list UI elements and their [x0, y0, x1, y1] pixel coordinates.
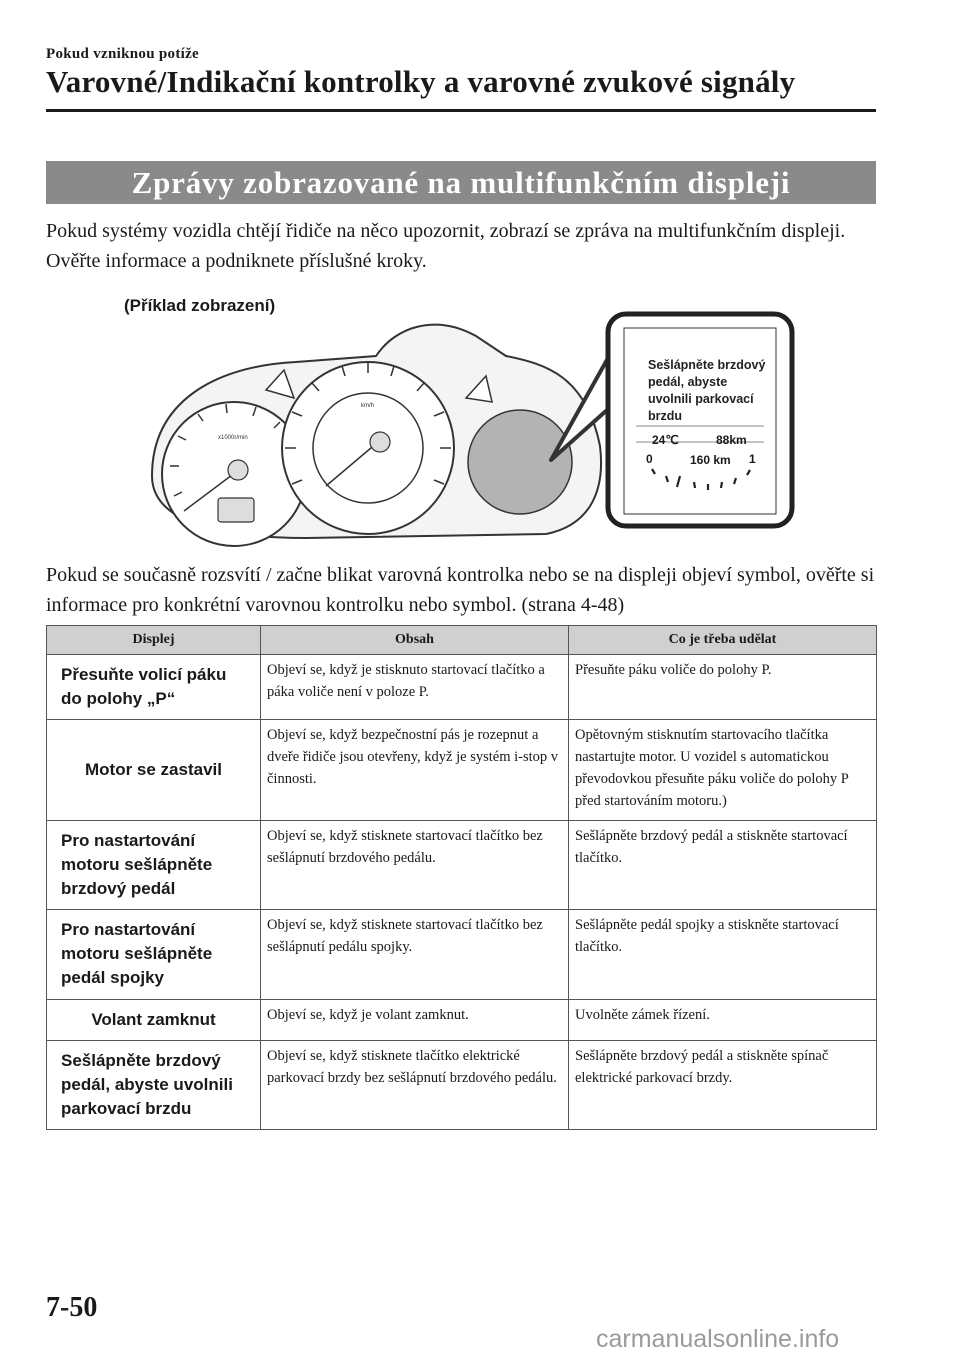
content-cell: Objeví se, když bezpečnostní pás je rozepnut a dveře řidiče jsou otevřeny, když je systém i-stop v činnosti. [261, 720, 569, 821]
display-odometer: 160 km [690, 453, 731, 467]
table-row [47, 1041, 877, 1130]
display-range: 88km [716, 433, 747, 447]
action-cell: Přesuňte páku voliče do polohy P. [569, 655, 877, 720]
action-cell: Sešlápněte brzdový pedál a stiskněte spínač elektrické parkovací brzdy. [569, 1041, 877, 1130]
content-cell: Objeví se, když stisknete startovací tlačítko bez sešlápnutí pedálu spojky. [261, 910, 569, 1000]
message-table [46, 625, 877, 1130]
section-label: Pokud vzniknou potíže [46, 46, 200, 62]
display-temperature: 24℃ [652, 433, 679, 447]
display-message-cell: Pro nastartování motoru sešlápněte brzdový pedál [47, 821, 261, 910]
column-header-action: Co je třeba udělat [569, 626, 877, 655]
display-message-cell: Pro nastartování motoru sešlápněte pedál spojky [47, 910, 261, 1000]
content-cell: Objeví se, když stisknete startovací tlačítko bez sešlápnutí brzdového pedálu. [261, 821, 569, 910]
action-cell: Uvolněte zámek řízení. [569, 1000, 877, 1041]
speed-unit-label: km/h [361, 403, 375, 409]
display-message-cell: Volant zamknut [47, 1000, 261, 1041]
page-number: 7-50 [46, 1292, 98, 1323]
table-row [47, 1000, 877, 1041]
table-row [47, 910, 877, 1000]
table-row [47, 720, 877, 821]
gear-indicator [218, 498, 254, 522]
chapter-title: Varovné/Indikační kontrolky a varovné zvukové signály [46, 64, 796, 99]
content-cell: Objeví se, když je volant zamknut. [261, 1000, 569, 1041]
content-cell: Objeví se, když je stisknuto startovací tlačítko a páka voliče není v poloze P. [261, 655, 569, 720]
multifunction-display [468, 410, 572, 514]
reference-paragraph: Pokud se současně rozsvítí / začne blikat varovná kontrolka nebo se na displeji objeví symbol, ověřte si informace pro konkrétní varovnou kontrolku nebo symbol. (strana 4-48) [46, 564, 875, 616]
section-banner: Zprávy zobrazované na multifunkčním displeji [46, 161, 876, 204]
action-cell: Sešlápněte brzdový pedál a stiskněte startovací tlačítko. [569, 821, 877, 910]
fuel-max-label: 1 [749, 452, 756, 466]
column-header-display: Displej [47, 626, 261, 655]
table-row [47, 821, 877, 910]
chapter-rule [46, 109, 876, 112]
column-header-content: Obsah [261, 626, 569, 655]
display-message-cell: Sešlápněte brzdový pedál, abyste uvolnili parkovací brzdu [47, 1041, 261, 1130]
tach-unit-label: x1000r/min [218, 435, 248, 441]
table-header-row [47, 626, 877, 655]
instrument-cluster-illustration [146, 306, 806, 556]
speedometer [282, 362, 454, 534]
figure-caption: (Příklad zobrazení) [124, 296, 276, 315]
display-message-cell: Přesuňte volicí páku do polohy „P“ [47, 655, 261, 720]
action-cell: Sešlápněte pedál spojky a stiskněte startovací tlačítko. [569, 910, 877, 1000]
tachometer [162, 402, 306, 546]
intro-paragraph: Pokud systémy vozidla chtějí řidiče na něco upozornit, zobrazí se zpráva na multifunkčním displeji. Ověřte informace a podniknete příslušné kroky. [46, 220, 846, 272]
action-cell: Opětovným stisknutím startovacího tlačítka nastartujte motor. U vozidel s automatickou převodovkou přesuňte páku voliče do polohy P před startováním motoru.) [569, 720, 877, 821]
table-row [47, 655, 877, 720]
content-cell: Objeví se, když stisknete tlačítko elektrické parkovací brzdy bez sešlápnutí brzdového pedálu. [261, 1041, 569, 1130]
display-message: Sešlápněte brzdový pedál, abyste uvolnili parkovací brzdu [648, 358, 766, 423]
fuel-min-label: 0 [646, 452, 653, 466]
watermark: carmanualsonline.info [596, 1325, 840, 1353]
display-message-cell: Motor se zastavil [47, 720, 261, 821]
